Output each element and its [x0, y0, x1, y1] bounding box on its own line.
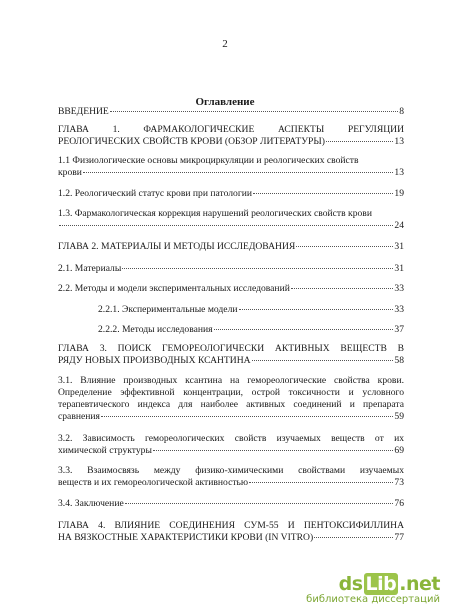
entry-text: ГЛАВА 3. ПОИСК ГЕМОРЕОЛОГИЧЕСКИ АКТИВНЫХ ВЕЩЕСТВ В — [58, 343, 404, 354]
entry-text: 1.2. Реологический статус крови при патологии — [58, 188, 253, 199]
toc-entry-2-2-1[interactable] — [98, 304, 404, 316]
toc-title: Оглавление — [195, 96, 255, 108]
entry-text: 2.1. Материалы — [58, 263, 122, 274]
entry-page: 69 — [394, 445, 404, 456]
entry-page: 33 — [394, 283, 404, 294]
entry-page: 13 — [394, 167, 404, 178]
entry-text: 3.4. Заключение — [58, 498, 124, 509]
page-number: 2 — [222, 38, 228, 50]
toc-entry-1-1[interactable] — [58, 155, 404, 179]
leader-dots — [153, 450, 394, 451]
dslib-watermark — [306, 574, 440, 606]
entry-text: 1.3. Фармакологическая коррекция нарушений реологических свойств крови — [58, 208, 372, 219]
entry-page: 76 — [394, 498, 404, 509]
entry-text-cont: РЯДУ НОВЫХ ПРОИЗВОДНЫХ КСАНТИНА — [58, 355, 251, 366]
entry-page: 19 — [394, 188, 404, 199]
entry-text: 2.2.1. Экспериментальные модели — [98, 304, 238, 315]
leader-dots — [122, 268, 393, 269]
entry-page: 77 — [394, 532, 404, 543]
leader-dots — [249, 482, 393, 483]
toc-entry-chapter-3[interactable] — [58, 343, 404, 367]
entry-page: 59 — [394, 411, 404, 422]
entry-text: ГЛАВА 1. ФАРМАКОЛОГИЧЕСКИЕ АСПЕКТЫ РЕГУЛЯЦИИ — [58, 124, 404, 135]
leader-dots — [253, 193, 393, 194]
entry-text: ГЛАВА 4. ВЛИЯНИЕ СОЕДИНЕНИЯ СУМ-55 И ПЕНТОКСИФИЛЛИНА — [58, 520, 404, 531]
entry-page: 37 — [394, 324, 404, 335]
entry-page: 24 — [394, 220, 404, 231]
leader-dots — [125, 503, 394, 504]
leader-dots — [314, 537, 393, 538]
entry-text-cont: НА ВЯЗКОСТНЫЕ ХАРАКТЕРИСТИКИ КРОВИ (IN VITRO) — [58, 532, 314, 543]
leader-dots — [239, 309, 394, 310]
toc-entry-chapter-1[interactable] — [58, 124, 404, 148]
toc-entry-3-1[interactable] — [58, 375, 404, 423]
leader-dots — [59, 225, 393, 226]
leader-dots — [101, 416, 393, 417]
toc-entry-chapter-2[interactable] — [58, 241, 404, 253]
entry-page: 58 — [394, 355, 404, 366]
leader-dots — [291, 288, 394, 289]
entry-text-cont: крови — [58, 167, 82, 178]
leader-dots — [214, 329, 394, 330]
leader-dots — [83, 172, 393, 173]
entry-page: 13 — [394, 136, 404, 147]
entry-text: 3.1. Влияние производных ксантина на гемореологические свойства крови. — [58, 375, 404, 386]
toc-entry-2-2[interactable] — [58, 283, 404, 295]
entry-text: 2.2. Методы и модели экспериментальных исследований — [58, 283, 290, 294]
toc-entry-2-2-2[interactable] — [98, 324, 404, 336]
entry-page: 31 — [394, 263, 404, 274]
toc-entry-chapter-4[interactable] — [58, 520, 404, 544]
entry-text-cont: Определение эффективной концентрации, острой токсичности и условного — [58, 387, 404, 398]
toc-entry-3-4[interactable] — [58, 498, 404, 510]
entry-page: 73 — [394, 477, 404, 488]
entry-text-cont: веществ и их гемореологической активностью — [58, 477, 249, 488]
entry-page: 33 — [394, 304, 404, 315]
entry-text: ВВЕДЕНИЕ — [58, 106, 109, 117]
toc-entry-introduction[interactable] — [58, 106, 404, 118]
toc-entry-2-1[interactable] — [58, 263, 404, 275]
entry-text: ГЛАВА 2. МАТЕРИАЛЫ И МЕТОДЫ ИССЛЕДОВАНИЯ — [58, 241, 296, 252]
toc-entry-3-2[interactable] — [58, 433, 404, 457]
dslib-logo: ds Lib .net — [338, 573, 440, 595]
leader-dots — [252, 360, 394, 361]
watermark-subtitle: библиотека диссертаций — [306, 594, 440, 605]
leader-dots — [110, 111, 398, 112]
entry-page: 8 — [399, 106, 404, 117]
entry-text: 1.1 Физиологические основы микроциркуляции и реологических свойств — [58, 155, 359, 166]
entry-text-cont: РЕОЛОГИЧЕСКИХ СВОЙСТВ КРОВИ (ОБЗОР ЛИТЕРАТУРЫ) — [58, 136, 325, 147]
leader-dots — [296, 246, 393, 247]
entry-page: 31 — [394, 241, 404, 252]
toc-entry-1-2[interactable] — [58, 188, 404, 200]
toc-entry-1-3[interactable] — [58, 208, 404, 232]
entry-text-cont: сравнения — [58, 411, 100, 422]
entry-text: 3.2. Зависимость гемореологических свойств изучаемых веществ от их — [58, 433, 404, 444]
entry-text-cont: терапевтического индекса для наиболее активных соединений и препарата — [58, 399, 404, 410]
entry-text-cont: химической структуры — [58, 445, 152, 456]
toc-entry-3-3[interactable] — [58, 465, 404, 489]
leader-dots — [326, 141, 393, 142]
entry-text: 3.3. Взаимосвязь между физико-химическими свойствами изучаемых — [58, 465, 404, 476]
entry-text: 2.2.2. Методы исследования — [98, 324, 213, 335]
